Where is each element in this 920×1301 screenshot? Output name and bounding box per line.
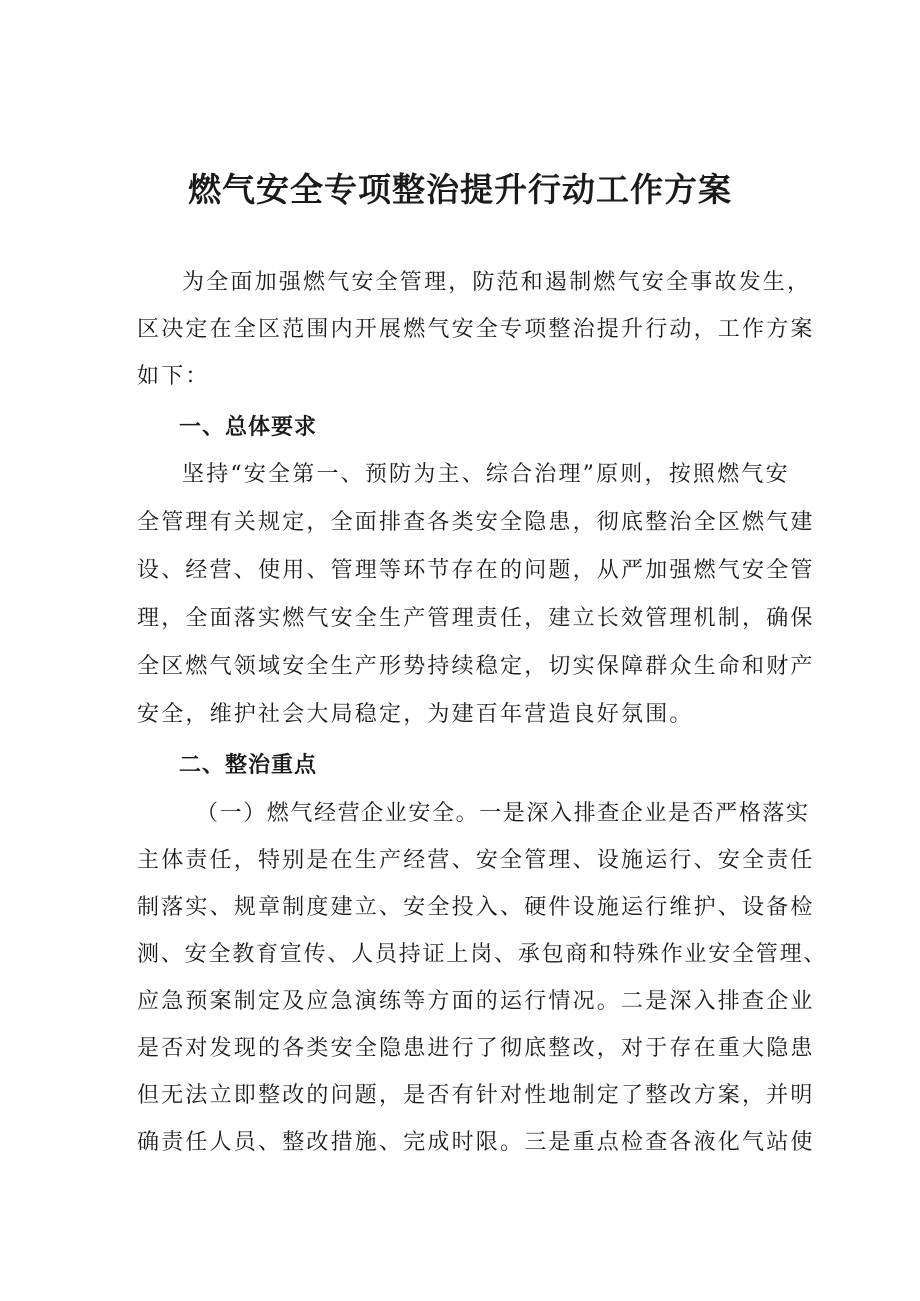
section-heading: 一、总体要求 xyxy=(179,415,318,440)
paragraph-line: 理，全面落实燃气安全生产管理责任，建立长效管理机制，确保 xyxy=(137,606,815,631)
paragraph-line: 如下： xyxy=(137,364,210,389)
paragraph-line: 确责任人员、整改措施、完成时限。三是重点检查各液化气站使 xyxy=(137,1130,815,1155)
paragraph-line: 坚持“安全第一、预防为主、综合治理”原则，按照燃气安 xyxy=(182,462,790,487)
paragraph-line: 全管理有关规定，全面排查各类安全隐患，彻底整治全区燃气建 xyxy=(137,510,815,535)
paragraph-line: 制落实、规章制度建立、安全投入、硬件设施运行维护、设备检 xyxy=(137,895,815,920)
paragraph-line: 主体责任，特别是在生产经营、安全管理、设施运行、安全责任 xyxy=(137,848,815,873)
paragraph-line: 区决定在全区范围内开展燃气安全专项整治提升行动，工作方案 xyxy=(137,317,815,342)
document-title: 燃气安全专项整治提升行动工作方案 xyxy=(188,170,732,209)
paragraph-line: 但无法立即整改的问题，是否有针对性地制定了整改方案，并明 xyxy=(137,1083,815,1108)
paragraph-line: 测、安全教育宣传、人员持证上岗、承包商和特殊作业安全管理、 xyxy=(137,942,828,967)
paragraph-line: 应急预案制定及应急演练等方面的运行情况。二是深入排查企业 xyxy=(137,989,815,1014)
paragraph-line: （一）燃气经营企业安全。一是深入排查企业是否严格落实 xyxy=(196,801,810,826)
section-heading: 二、整治重点 xyxy=(179,753,318,778)
paragraph-line: 全区燃气领域安全生产形势持续稳定，切实保障群众生命和财产 xyxy=(137,654,815,679)
paragraph-line: 为全面加强燃气安全管理，防范和遏制燃气安全事故发生， xyxy=(182,270,812,295)
paragraph-line: 安全，维护社会大局稳定，为建百年营造良好氛围。 xyxy=(137,702,694,727)
paragraph-line: 是否对发现的各类安全隐患进行了彻底整改，对于存在重大隐患 xyxy=(137,1036,815,1061)
paragraph-line: 设、经营、使用、管理等环节存在的问题，从严加强燃气安全管 xyxy=(137,558,815,583)
